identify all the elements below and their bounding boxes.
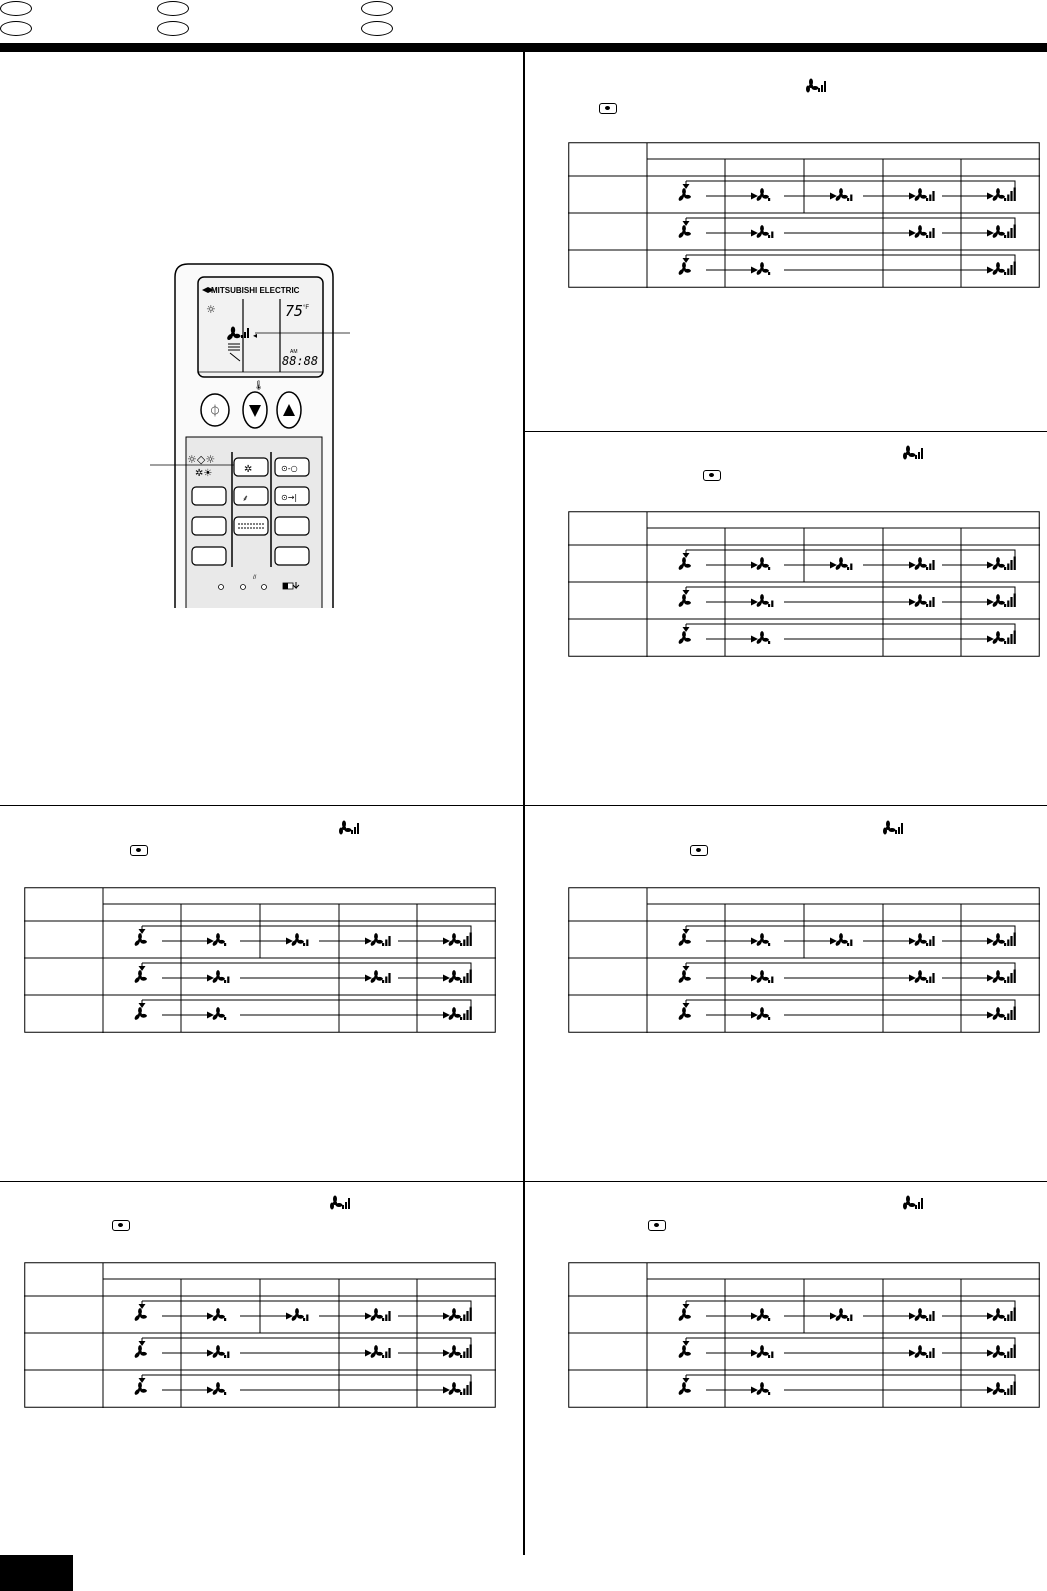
- fan-speed-glyph: [992, 1007, 1016, 1021]
- fan-speed-glyph: [992, 631, 1016, 645]
- fan-speed-glyph: [448, 970, 472, 984]
- fan-speed-glyph: [992, 970, 1016, 984]
- fan-speed-icon: [336, 820, 364, 836]
- fan-button-icon: [130, 845, 148, 856]
- fan-speed-table: [568, 1262, 1040, 1408]
- fan-speed-glyph: [448, 1382, 472, 1396]
- svg-text:🌡: 🌡: [253, 380, 265, 390]
- language-oval-3: [157, 1, 189, 16]
- fan-speed-glyph: [992, 1308, 1016, 1322]
- fan-speed-glyph: [756, 970, 774, 984]
- fan-speed-glyph: [992, 225, 1016, 239]
- fan-speed-table: [568, 887, 1040, 1033]
- fan-speed-icon: [880, 820, 908, 836]
- fan-speed-glyph: [678, 1345, 691, 1359]
- fan-speed-glyph: [835, 1308, 853, 1322]
- fan-speed-glyph: [212, 1007, 227, 1021]
- fan-speed-glyph: [992, 933, 1016, 947]
- fan-speed-glyph: [212, 1382, 227, 1396]
- svg-text:◂: ◂: [253, 331, 258, 340]
- svg-text://: //: [253, 575, 257, 581]
- fan-speed-glyph: [756, 188, 771, 202]
- fan-button-icon: [648, 1220, 666, 1231]
- language-oval-6: [361, 21, 393, 36]
- language-oval-5: [361, 1, 393, 16]
- fan-speed-glyph: [678, 1007, 691, 1021]
- section-rule-3: [0, 1181, 1047, 1182]
- fan-speed-glyph: [678, 631, 691, 645]
- fan-speed-glyph: [678, 225, 691, 239]
- fan-speed-glyph: [448, 1345, 472, 1359]
- fan-speed-glyph: [212, 933, 227, 947]
- fan-speed-glyph: [914, 970, 935, 984]
- fan-speed-glyph: [756, 631, 771, 645]
- fan-button-icon: [690, 845, 708, 856]
- fan-speed-icon: [327, 1195, 355, 1211]
- fan-speed-glyph: [448, 1007, 472, 1021]
- fan-speed-glyph: [756, 225, 774, 239]
- fan-speed-glyph: [134, 1345, 147, 1359]
- fan-speed-glyph: [291, 933, 309, 947]
- column-divider: [523, 52, 525, 1555]
- remote-clock: 88:88: [282, 354, 319, 368]
- fan-speed-glyph: [914, 1308, 935, 1322]
- fan-speed-table: [568, 142, 1040, 288]
- fan-speed-glyph: [678, 188, 691, 202]
- svg-text:⸙: ⸙: [242, 494, 249, 504]
- fan-speed-glyph: [914, 557, 935, 571]
- fan-speed-glyph: [914, 188, 935, 202]
- section-rule-2: [0, 805, 1047, 806]
- fan-speed-table: [24, 1262, 496, 1408]
- language-oval-1: [0, 1, 32, 16]
- section-rule-right-1: [523, 431, 1047, 432]
- svg-text:☼◇☼: ☼◇☼: [187, 453, 216, 466]
- fan-speed-glyph: [914, 1345, 935, 1359]
- remote-temp-unit: °F: [303, 305, 310, 311]
- fan-speed-glyph: [992, 188, 1016, 202]
- fan-speed-glyph: [370, 1308, 391, 1322]
- fan-speed-glyph: [212, 1308, 227, 1322]
- fan-speed-glyph: [914, 225, 935, 239]
- fan-speed-glyph: [134, 933, 147, 947]
- fan-speed-glyph: [992, 1345, 1016, 1359]
- fan-speed-glyph: [835, 188, 853, 202]
- fan-speed-icon: [803, 78, 831, 94]
- fan-speed-glyph: [914, 933, 935, 947]
- fan-speed-glyph: [756, 1308, 771, 1322]
- fan-speed-glyph: [291, 1308, 309, 1322]
- fan-speed-glyph: [448, 1308, 472, 1322]
- fan-speed-glyph: [134, 1382, 147, 1396]
- fan-speed-icon: [900, 1195, 928, 1211]
- fan-speed-glyph: [678, 933, 691, 947]
- remote-clock-label: AM: [290, 349, 298, 355]
- fan-button-icon: [703, 470, 721, 481]
- fan-speed-glyph: [678, 1382, 691, 1396]
- fan-speed-glyph: [678, 1308, 691, 1322]
- fan-speed-glyph: [678, 557, 691, 571]
- fan-button-icon: [599, 103, 617, 114]
- remote-brand: MITSUBISHI ELECTRIC: [211, 286, 300, 295]
- fan-speed-glyph: [992, 262, 1016, 276]
- language-oval-4: [157, 21, 189, 36]
- remote-temperature: 75: [285, 302, 304, 320]
- svg-text:✲: ✲: [244, 464, 253, 475]
- fan-speed-glyph: [212, 970, 230, 984]
- fan-speed-glyph: [756, 1007, 771, 1021]
- fan-speed-glyph: [370, 1345, 391, 1359]
- fan-speed-icon: [900, 445, 928, 461]
- fan-speed-glyph: [756, 933, 771, 947]
- fan-button-icon: [112, 1220, 130, 1231]
- fan-speed-glyph: [134, 1308, 147, 1322]
- svg-text:✲☀: ✲☀: [195, 468, 213, 479]
- fan-speed-glyph: [992, 594, 1016, 608]
- fan-speed-glyph: [448, 933, 472, 947]
- fan-speed-glyph: [914, 594, 935, 608]
- svg-text:⊙→|: ⊙→|: [281, 493, 298, 502]
- svg-text:⏀: ⏀: [209, 404, 222, 418]
- svg-text:⊙-○: ⊙-○: [281, 464, 298, 473]
- fan-speed-glyph: [756, 1345, 774, 1359]
- fan-speed-glyph: [992, 1382, 1016, 1396]
- fan-speed-glyph: [756, 594, 774, 608]
- fan-speed-table: [24, 887, 496, 1033]
- fan-speed-glyph: [756, 262, 771, 276]
- fan-speed-glyph: [134, 1007, 147, 1021]
- svg-text:☼: ☼: [206, 303, 216, 316]
- fan-speed-glyph: [756, 1382, 771, 1396]
- fan-speed-glyph: [212, 1345, 230, 1359]
- fan-speed-glyph: [992, 557, 1016, 571]
- fan-speed-glyph: [678, 594, 691, 608]
- fan-speed-glyph: [370, 970, 391, 984]
- fan-speed-glyph: [134, 970, 147, 984]
- page-number-tab: [0, 1555, 73, 1591]
- fan-speed-glyph: [678, 970, 691, 984]
- fan-speed-glyph: [835, 933, 853, 947]
- language-oval-2: [0, 21, 32, 36]
- fan-speed-glyph: [370, 933, 391, 947]
- remote-control: [140, 262, 370, 612]
- fan-speed-glyph: [678, 262, 691, 276]
- header-rule: [0, 43, 1047, 52]
- fan-speed-table: [568, 511, 1040, 657]
- fan-speed-glyph: [835, 557, 853, 571]
- fan-speed-glyph: [756, 557, 771, 571]
